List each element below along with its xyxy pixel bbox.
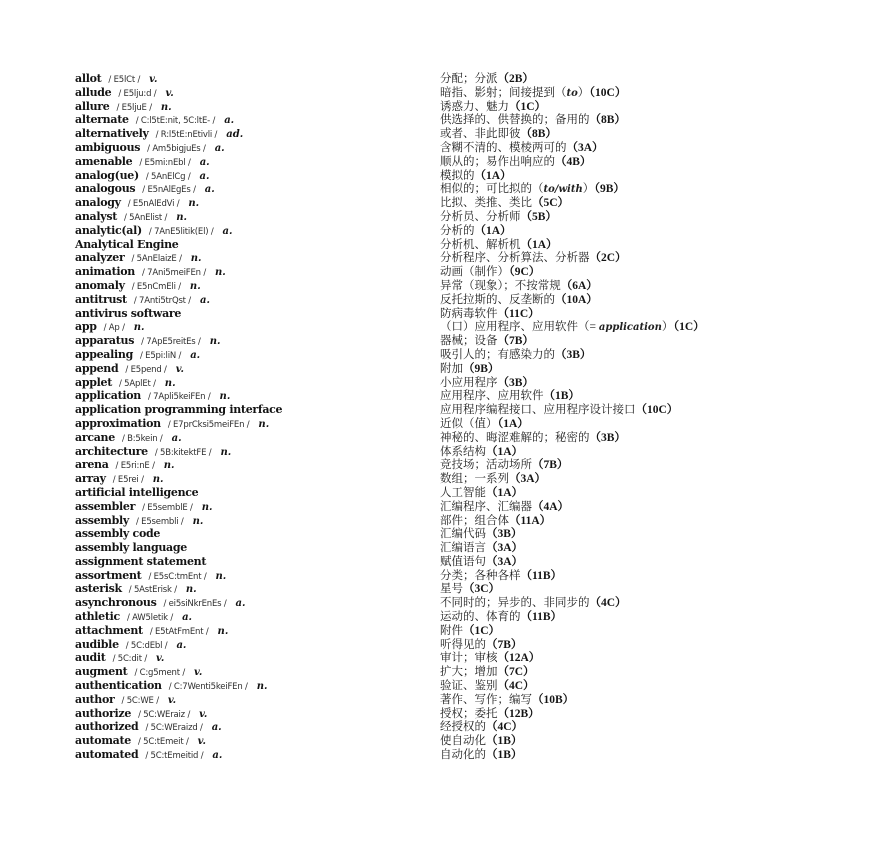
definition-text: 或者、非此即彼 — [440, 128, 521, 141]
definition-text: 自动化的 — [440, 749, 486, 762]
entry-word: audible — [75, 637, 119, 651]
grade-badge: （2B） — [497, 73, 534, 85]
entry-word: analog(ue) — [75, 168, 139, 182]
entry-pos: v. — [199, 708, 208, 720]
entry-pos: n. — [152, 474, 164, 486]
grade-badge: （7B） — [497, 335, 534, 348]
vocab-entry-row — [75, 388, 845, 402]
definition-text: 听得见的 — [440, 638, 486, 651]
definition-text: 应用程序编程接口、应用程序设计接口 — [440, 404, 636, 417]
vocab-entry-row — [75, 361, 845, 375]
definition-italic-segment: to/with — [543, 184, 583, 196]
entry-pos: a. — [182, 612, 193, 624]
entry-word: allot — [75, 72, 102, 85]
vocab-entry-row — [75, 250, 845, 264]
definition-text: 分析的 — [440, 224, 475, 237]
vocab-entry-row — [75, 85, 845, 99]
entry-pos: n. — [185, 584, 197, 596]
entry-phonetic: / 5AnElaizE / — [131, 254, 182, 265]
entry-pos: ad. — [226, 129, 244, 141]
entry-pos: v. — [194, 667, 203, 679]
grade-badge: （12A） — [497, 652, 541, 665]
grade-badge: （3A） — [509, 473, 547, 486]
entry-pos: a. — [199, 294, 210, 306]
entry-pos: n. — [189, 280, 201, 292]
grade-badge: （4A） — [532, 500, 570, 513]
entry-phonetic: / 7AnE5litik(El) / — [148, 226, 214, 237]
grade-badge: （11C） — [497, 307, 540, 320]
entry-pos: a. — [222, 225, 233, 237]
entry-phonetic: / 5C:dit / — [112, 654, 148, 665]
vocab-entry-row — [75, 499, 845, 513]
definition-text: 运动的、体育的 — [440, 611, 521, 624]
grade-badge: （3C） — [463, 583, 501, 596]
grade-badge: （8B） — [520, 128, 557, 141]
entry-word: analyst — [75, 209, 117, 223]
definition-text: 反托拉斯的、反垄断的 — [440, 293, 555, 306]
definition-text: 动画（制作） — [440, 266, 509, 279]
definition-text: 分配；分派 — [440, 73, 498, 85]
entry-word: anomaly — [75, 278, 125, 292]
definition-text: 授权；委托 — [440, 707, 498, 720]
entry-phonetic: / E5semblE / — [142, 502, 193, 513]
grade-badge: （6A） — [560, 279, 598, 292]
vocab-entry-row — [75, 650, 845, 664]
grade-badge: （9B） — [463, 362, 500, 375]
entry-pos: n. — [219, 391, 231, 403]
vocab-entry-row — [75, 444, 845, 458]
definition-text: 顺从的；易作出响应的 — [440, 155, 555, 168]
grade-badge: （7C） — [497, 666, 535, 679]
entry-pos: a. — [199, 170, 210, 182]
entry-word: application — [75, 389, 141, 403]
entry-word: assembly language — [75, 541, 187, 555]
grade-badge: （3B） — [486, 528, 523, 541]
entry-word: analogy — [75, 196, 121, 210]
entry-word: append — [75, 361, 119, 375]
definition-text: 竞技场；活动场所 — [440, 459, 532, 472]
definition-text: 验证、鉴别 — [440, 680, 498, 693]
entry-word: appealing — [75, 347, 133, 361]
entry-pos: v. — [149, 74, 158, 85]
grade-badge: （9C） — [509, 266, 541, 279]
vocab-entry-row — [75, 140, 845, 154]
definition-text: 使自动化 — [440, 735, 486, 748]
grade-badge: （11B） — [520, 611, 563, 624]
vocab-entry-row — [75, 485, 845, 499]
grade-badge: （8B） — [589, 114, 626, 127]
entry-phonetic: / B:5kein / — [121, 433, 163, 444]
vocab-entry-row — [75, 664, 845, 678]
definition-text: 汇编程序、汇编器 — [440, 500, 532, 513]
vocab-entry-row — [75, 168, 845, 182]
definition-text — [440, 87, 589, 99]
grade-badge: （1A） — [486, 486, 524, 499]
definition-text: 诱惑力、魅力 — [440, 100, 509, 113]
entry-word: approximation — [75, 416, 161, 430]
entry-pos: n. — [256, 681, 268, 693]
entry-word: augment — [75, 665, 128, 679]
grade-badge: （3B） — [497, 376, 534, 389]
entry-word: athletic — [75, 610, 120, 624]
definition-text: 著作、写作；编写 — [440, 693, 532, 706]
entry-phonetic: / Am5bigjuEs / — [147, 143, 206, 154]
vocab-entry-row — [75, 692, 845, 706]
grade-badge: （10C） — [589, 86, 627, 99]
entry-word: asynchronous — [75, 596, 157, 610]
entry-word: authorize — [75, 706, 132, 720]
entry-pos: a. — [171, 432, 182, 444]
grade-badge: （11B） — [520, 569, 563, 582]
entry-pos: v. — [175, 363, 185, 375]
entry-word: analogous — [75, 182, 136, 196]
definition-text: 器械；设备 — [440, 335, 498, 348]
entry-pos: v. — [156, 653, 165, 665]
entry-phonetic: / E5ljuE / — [116, 102, 152, 113]
entry-pos: n. — [160, 101, 172, 113]
entry-pos: n. — [220, 446, 232, 458]
vocab-entry-row — [75, 526, 845, 540]
vocab-entry-row — [75, 623, 845, 637]
entry-phonetic: / 5AnElCg / — [145, 171, 191, 182]
entry-pos: n. — [163, 460, 175, 472]
entry-pos: a. — [204, 184, 215, 196]
grade-badge: （3B） — [555, 348, 592, 361]
entry-phonetic: / E5nCmEli / — [131, 281, 181, 292]
entry-phonetic: / 5C:WEraizd / — [145, 723, 203, 734]
entry-phonetic: / E5tAtFmEnt / — [149, 626, 209, 637]
entry-pos: n. — [176, 211, 187, 223]
entry-word: automate — [75, 734, 131, 748]
entry-term — [75, 747, 440, 764]
definition-text: 分类；各种各样 — [440, 569, 521, 582]
entry-word: assortment — [75, 568, 142, 582]
definition-text: 吸引人的；有感染力的 — [440, 348, 555, 361]
entry-word: authentication — [75, 679, 162, 693]
vocab-entry-row — [75, 195, 845, 209]
definition-text: 星号 — [440, 583, 463, 596]
vocab-entry-row — [75, 706, 845, 720]
entry-phonetic: / E5ri:nE / — [115, 461, 155, 472]
vocab-entry-row — [75, 471, 845, 485]
entry-pos: n. — [215, 570, 227, 582]
definition-text: 附加 — [440, 362, 463, 375]
grade-badge: （1C） — [673, 321, 705, 334]
entry-word: applet — [75, 375, 112, 389]
entry-word: alternatively — [75, 127, 149, 141]
entry-pos: n. — [201, 501, 213, 513]
entry-phonetic: / E5nAlEdVi / — [127, 199, 180, 210]
entry-pos: v. — [165, 87, 174, 99]
entry-word: authorized — [75, 720, 139, 734]
entry-phonetic: / 7ApE5reitEs / — [141, 337, 201, 348]
grade-badge: （3B） — [589, 431, 626, 444]
entry-phonetic: / 5AnElist / — [124, 212, 168, 223]
entry-pos: a. — [199, 156, 210, 168]
definition-text: 神秘的、晦涩难解的；秘密的 — [440, 431, 590, 444]
entry-word: array — [75, 472, 106, 486]
grade-badge: （10A） — [555, 293, 598, 306]
grade-badge: （2C） — [589, 252, 627, 265]
entry-pos: n. — [133, 322, 145, 334]
entry-phonetic: / E5pend / — [125, 364, 167, 375]
vocab-entry-row — [75, 237, 845, 251]
definition-italic-segment: to — [566, 87, 578, 99]
entry-word: analyzer — [75, 251, 125, 265]
entry-word: automated — [75, 748, 139, 762]
grade-badge: （1A） — [520, 238, 558, 251]
entry-phonetic: / C:g5ment / — [134, 668, 186, 679]
entry-pos: a. — [224, 115, 235, 127]
grade-badge: （3A） — [566, 141, 604, 154]
entry-word: assignment statement — [75, 554, 207, 568]
entry-phonetic: / 7Ani5meiFEn / — [141, 268, 206, 279]
vocab-entry-row — [75, 375, 845, 389]
definition-text — [440, 183, 594, 195]
entry-pos: v. — [197, 736, 206, 748]
entry-pos: a. — [214, 142, 225, 154]
grade-badge: （5C） — [532, 197, 570, 210]
vocab-entry-row — [75, 457, 845, 471]
vocab-entry-row — [75, 581, 845, 595]
definition-text: 分析机、解析机 — [440, 238, 521, 251]
entry-word: allude — [75, 85, 112, 99]
vocab-entry-row — [75, 278, 845, 292]
entry-phonetic: / AW5letik / — [126, 613, 174, 624]
entry-definition — [440, 747, 845, 763]
entry-word: analytic(al) — [75, 223, 142, 237]
vocab-entry-row — [75, 568, 845, 582]
definition-text: 近似（值） — [440, 417, 498, 430]
grade-badge: （3A） — [486, 542, 524, 555]
grade-badge: （1C） — [463, 624, 501, 637]
entry-pos: n. — [190, 253, 202, 265]
definition-text: 比拟、类推、类比 — [440, 197, 532, 210]
definition-text: 经授权的 — [440, 721, 486, 734]
definition-text: 防病毒软件 — [440, 307, 498, 320]
grade-badge: （11A） — [509, 514, 552, 527]
entry-phonetic: / 5C:WEraiz / — [138, 709, 191, 720]
entry-phonetic: / E5sembli / — [136, 516, 184, 527]
vocab-entry-row — [75, 126, 845, 140]
entry-phonetic: / 5C:tEmeitid / — [145, 751, 204, 762]
definition-text: 部件；组合体 — [440, 514, 509, 527]
definition-text: 汇编语言 — [440, 542, 486, 555]
vocab-entry-row — [75, 609, 845, 623]
vocab-entry-row — [75, 416, 845, 430]
definition-text: 异常（现象）；不按常规 — [440, 279, 561, 292]
definition-segment: 相似的；可比拟的（ — [440, 183, 544, 196]
vocab-entry-row — [75, 747, 845, 761]
vocab-entry-row — [75, 554, 845, 568]
entry-word: audit — [75, 651, 106, 665]
grade-badge: （1A） — [474, 169, 512, 182]
entry-pos: v. — [167, 694, 177, 706]
definition-text: 附件 — [440, 624, 463, 637]
entry-word: antitrust — [75, 292, 127, 306]
entry-phonetic: / E5sC:tmEnt / — [148, 571, 207, 582]
entry-pos: n. — [209, 336, 221, 348]
grade-badge: （1B） — [486, 735, 523, 748]
entry-pos: a. — [235, 598, 246, 610]
definition-text: 不同时的；异步的、非同步的 — [440, 597, 590, 610]
entry-phonetic: / E5lCt / — [108, 75, 141, 85]
entry-word: arena — [75, 458, 109, 472]
grade-badge: （4C） — [497, 680, 535, 693]
entry-word: app — [75, 320, 97, 334]
entry-pos: a. — [211, 722, 222, 734]
entry-word: attachment — [75, 623, 143, 637]
vocab-entry-row — [75, 306, 845, 320]
grade-badge: （1A） — [497, 417, 529, 430]
vocab-entry-row — [75, 99, 845, 113]
grade-badge: （1C） — [509, 100, 547, 113]
definition-segment: （口）应用程序、应用软件（= — [440, 321, 599, 334]
entry-phonetic: / 5B:kitektFE / — [154, 447, 212, 458]
grade-badge: （1A） — [474, 224, 512, 237]
definition-text: 扩大；增加 — [440, 666, 498, 679]
entry-phonetic: / 5C:dEbl / — [125, 640, 168, 651]
entry-phonetic: / ei5siNkrEnEs / — [163, 599, 227, 610]
definition-text: 审计；审核 — [440, 652, 498, 665]
definition-text: 人工智能 — [440, 486, 486, 499]
definition-text: 小应用程序 — [440, 376, 498, 389]
vocab-entry-row — [75, 430, 845, 444]
entry-phonetic: / C:l5tE:nit, 5C:ltE- / — [135, 116, 216, 127]
entry-phonetic: / E5nAlEgEs / — [142, 185, 196, 196]
grade-badge: （4B） — [555, 155, 592, 168]
entry-pos: n. — [164, 377, 176, 389]
entry-word: author — [75, 692, 115, 706]
vocabulary-list — [75, 71, 845, 761]
vocab-entry-row — [75, 333, 845, 347]
vocab-entry-row — [75, 264, 845, 278]
entry-pos: a. — [212, 750, 223, 762]
entry-word: artificial intelligence — [75, 485, 199, 499]
definition-segment: ） — [661, 321, 674, 334]
entry-phonetic: / 5AstErisk / — [128, 585, 177, 596]
grade-badge: （9B） — [594, 183, 625, 196]
entry-word: ambiguous — [75, 140, 141, 154]
entry-phonetic: / 7Anti5trQst / — [133, 295, 191, 306]
grade-badge: （5B） — [520, 210, 557, 223]
definition-text — [440, 321, 673, 333]
definition-segment: 暗指、影射；间接提到（ — [440, 86, 567, 99]
vocab-entry-row — [75, 733, 845, 747]
entry-pos: n. — [192, 515, 204, 527]
grade-badge: （1B） — [486, 749, 523, 762]
entry-pos: a. — [190, 349, 201, 361]
entry-phonetic: / E5lju:d / — [118, 88, 157, 99]
entry-word: apparatus — [75, 334, 135, 348]
entry-phonetic: / R:l5tE:nEtivli / — [155, 130, 218, 141]
definition-text: 体系结构 — [440, 445, 486, 458]
entry-word: Analytical Engine — [75, 237, 179, 251]
entry-pos: n. — [215, 267, 226, 279]
vocab-entry-row — [75, 513, 845, 527]
vocab-entry-row — [75, 347, 845, 361]
entry-pos: n. — [217, 625, 229, 637]
definition-text: 汇编代码 — [440, 528, 486, 541]
definition-segment: ） — [582, 183, 595, 196]
vocab-entry-row — [75, 595, 845, 609]
vocab-entry-row — [75, 181, 845, 195]
vocab-entry-row — [75, 637, 845, 651]
entry-word: assembler — [75, 499, 136, 513]
entry-phonetic: / C:7Wenti5keiFEn / — [168, 682, 248, 693]
entry-word: assembly code — [75, 527, 161, 541]
entry-phonetic: / 5AplEt / — [118, 378, 156, 389]
entry-word: arcane — [75, 430, 115, 444]
definition-text: 模拟的 — [440, 169, 475, 182]
entry-word: asterisk — [75, 582, 122, 596]
vocab-entry-row — [75, 719, 845, 733]
grade-badge: （10C） — [635, 404, 679, 417]
vocab-entry-row — [75, 402, 845, 416]
grade-badge: （12B） — [497, 707, 540, 720]
entry-word: assembly — [75, 513, 130, 527]
entry-pos: a. — [176, 639, 187, 651]
entry-word: amenable — [75, 154, 133, 168]
grade-badge: （3A） — [486, 555, 524, 568]
definition-text: 赋值语句 — [440, 555, 486, 568]
vocab-entry-row — [75, 154, 845, 168]
vocab-entry-row — [75, 71, 845, 85]
entry-phonetic: / 7Apli5keiFEn / — [148, 392, 211, 403]
entry-phonetic: / E5pi:liN / — [139, 350, 182, 361]
entry-word: alternate — [75, 113, 129, 127]
entry-phonetic: / Ap / — [103, 323, 125, 334]
vocab-entry-row — [75, 540, 845, 554]
entry-phonetic: / E5mi:nEbl / — [139, 157, 191, 168]
vocab-entry-row — [75, 112, 845, 126]
grade-badge: （7B） — [532, 459, 569, 472]
entry-word: application programming interface — [75, 403, 283, 417]
grade-badge: （1B） — [543, 390, 580, 403]
entry-word: animation — [75, 265, 135, 279]
grade-badge: （7B） — [486, 638, 523, 651]
vocab-entry-row — [75, 209, 845, 223]
definition-text: 含糊不清的、模棱两可的 — [440, 141, 567, 154]
entry-word: architecture — [75, 444, 148, 458]
definition-text: 数组；一系列 — [440, 473, 509, 486]
entry-pos: n. — [188, 198, 200, 210]
definition-text: 应用程序、应用软件 — [440, 390, 544, 403]
grade-badge: （10B） — [532, 693, 575, 706]
vocab-entry-row — [75, 678, 845, 692]
definition-text: 供选择的、供替换的；备用的 — [440, 114, 590, 127]
definition-segment: ） — [577, 86, 590, 99]
grade-badge: （4C） — [486, 721, 524, 734]
entry-phonetic: / 5C:tEmeit / — [138, 737, 189, 748]
definition-text: 分析程序、分析算法、分析器 — [440, 252, 590, 265]
vocab-entry-row — [75, 223, 845, 237]
vocab-entry-row — [75, 319, 845, 333]
grade-badge: （4C） — [589, 597, 627, 610]
definition-text: 分析员、分析师 — [440, 210, 521, 223]
entry-phonetic: / 5C:WE / — [121, 695, 159, 706]
definition-italic-segment: application — [598, 322, 662, 334]
entry-word: allure — [75, 99, 110, 113]
entry-pos: n. — [258, 418, 270, 430]
vocab-entry-row — [75, 292, 845, 306]
entry-word: antivirus software — [75, 306, 182, 320]
entry-phonetic: / E5rei / — [112, 475, 144, 486]
grade-badge: （1A） — [486, 445, 524, 458]
entry-phonetic: / E7prCksi5meiFEn / — [167, 419, 250, 430]
